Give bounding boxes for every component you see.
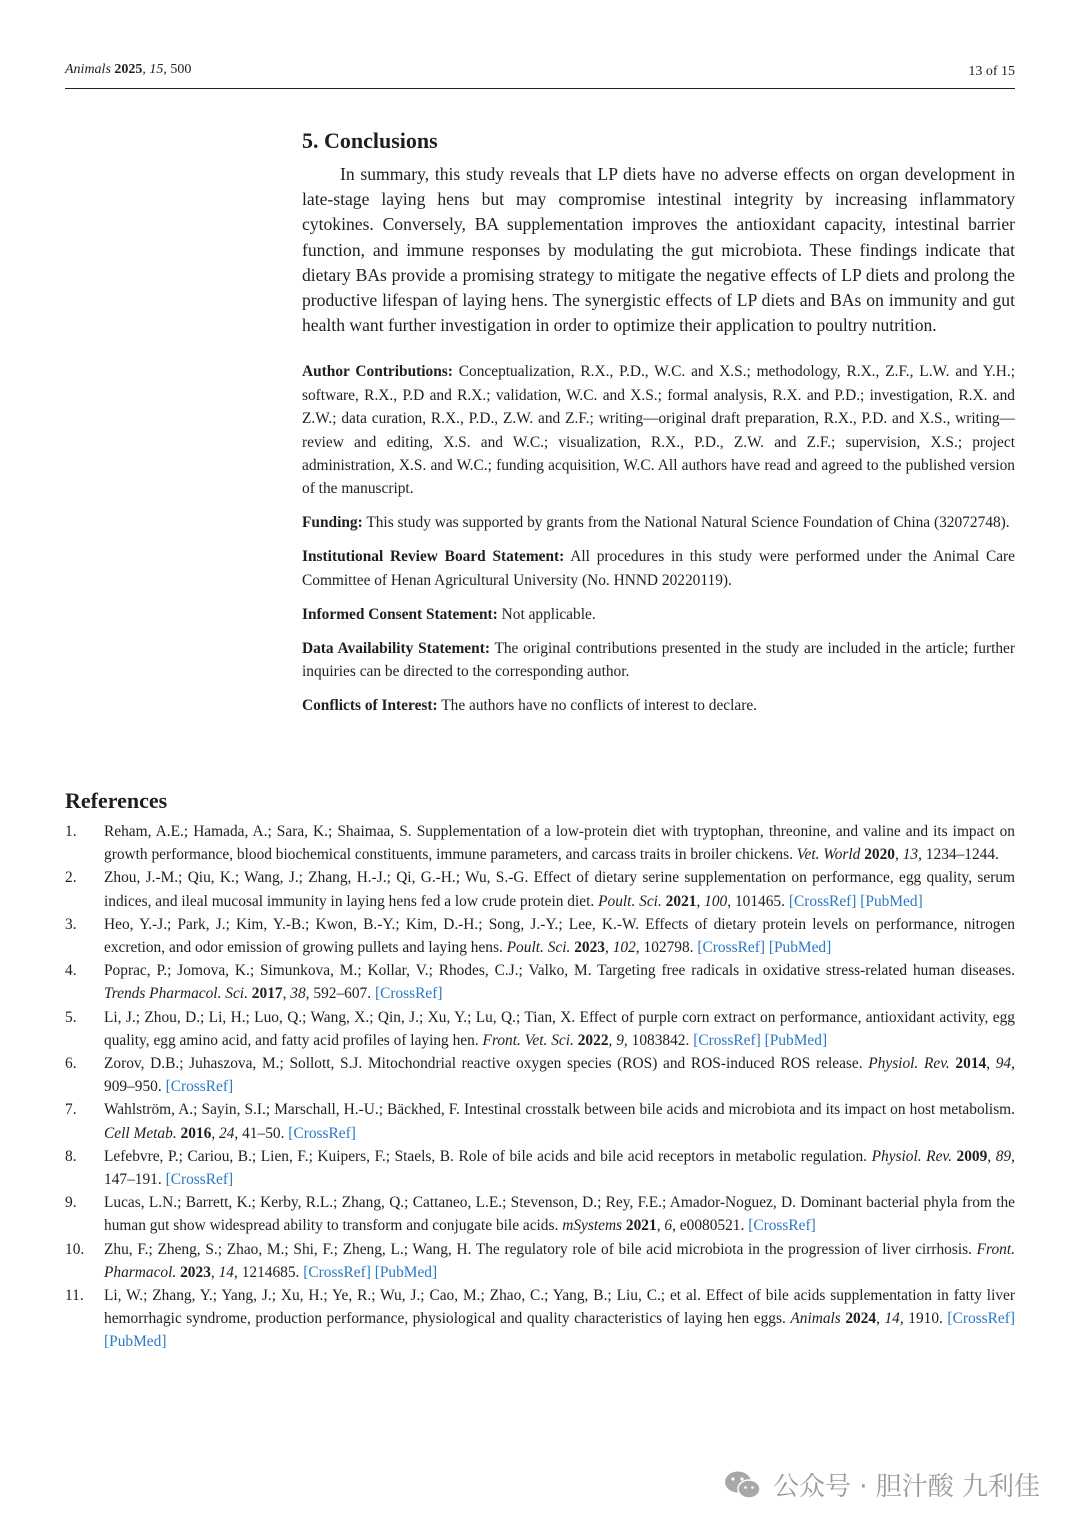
- reference-journal: mSystems: [562, 1217, 623, 1235]
- reference-pages: 1234–1244.: [925, 846, 999, 864]
- link-label: PubMed: [109, 1333, 162, 1351]
- reference-number: 2.: [65, 869, 77, 887]
- reference-number: 9.: [65, 1194, 77, 1212]
- reference-year: 2016: [180, 1124, 212, 1142]
- link-label: PubMed: [769, 1031, 822, 1049]
- article-number: 500: [170, 62, 192, 77]
- reference-pages: 1083842.: [631, 1031, 690, 1049]
- statement-text: This study was supported by grants from the National Natural Science Foundation of China (32072748).: [366, 514, 1010, 532]
- reference-number: 10.: [65, 1240, 85, 1258]
- reference-journal: Poult. Sci.: [506, 939, 571, 957]
- watermark: [723, 1466, 1040, 1503]
- reference-item: 1. Reham, A.E.; Hamada, A.; Sara, K.; Shaimaa, S. Supplementation of a low-protein diet with tryptophan, threonine, and valine and its impact on growth performance, blood biochemical constituents, immune parameters, and carcass traits in broiler chickens. Vet. World 2020, 13, 1234–1244.: [65, 820, 1015, 866]
- reference-number: 11.: [65, 1287, 84, 1305]
- watermark-text: 公众号 · 胆汁酸 九利佳: [772, 1472, 1040, 1502]
- crossref-link[interactable]: [CrossRef]: [303, 1263, 371, 1281]
- reference-text: Reham, A.E.; Hamada, A.; Sara, K.; Shaimaa, S. Supplementation of a low-protein diet with tryptophan, threonine, and valine and its impact on growth performance, blood biochemical constituents, immune parameters, and carcass traits in broiler chickens.: [104, 823, 1015, 864]
- reference-number: 5.: [65, 1008, 77, 1026]
- statement-text: The original contributions presented in the study are included in the article; further inquiries can be directed to the corresponding author.: [302, 639, 1015, 681]
- back-matter-statements: [302, 360, 1015, 717]
- page-header: [65, 62, 1015, 89]
- reference-volume: 9: [616, 1031, 624, 1049]
- reference-text: Heo, Y.-J.; Park, J.; Kim, Y.-B.; Kwon, B.-Y.; Kim, D.-H.; Song, J.-Y.; Lee, K.-W. Effects of dietary protein levels on performance, nitrogen excretion, and odor emission of growing pullets and laying hens.: [104, 915, 1015, 957]
- reference-number: 3.: [65, 915, 77, 933]
- crossref-link[interactable]: [CrossRef]: [788, 892, 857, 910]
- link-label: PubMed: [773, 939, 827, 957]
- statement-text: All procedures in this study were performed under the Animal Care Committee of Henan Agricultural University (No. HNND 20220119).: [302, 548, 1015, 589]
- reference-journal: Cell Metab.: [104, 1124, 177, 1142]
- link-label: CrossRef: [170, 1078, 229, 1096]
- reference-number: 1.: [65, 823, 77, 840]
- journal-volume: 15: [149, 62, 164, 77]
- reference-pages: 101465.: [734, 892, 785, 910]
- statement-2: [302, 545, 1015, 592]
- statement-5: [302, 694, 1015, 717]
- references-section: [65, 786, 1015, 1354]
- reference-year: 2009: [956, 1147, 988, 1165]
- reference-year: 2014: [955, 1055, 987, 1073]
- reference-text: Zorov, D.B.; Juhaszova, M.; Sollott, S.J. Mitochondrial reactive oxygen species (ROS) and ROS-induced ROS release.: [104, 1055, 863, 1073]
- reference-number: 7.: [65, 1101, 77, 1119]
- statement-1: [302, 511, 1015, 534]
- link-label: PubMed: [865, 892, 918, 910]
- reference-volume: 102: [612, 939, 636, 957]
- reference-journal: Trends Pharmacol. Sci.: [104, 985, 248, 1003]
- statement-text: Not applicable.: [501, 605, 596, 623]
- reference-pages: 102798.: [643, 939, 694, 957]
- reference-journal: Vet. World: [796, 846, 861, 864]
- reference-item: 10. Zhu, F.; Zheng, S.; Zhao, M.; Shi, F.; Zheng, L.; Wang, H. The regulatory role of bile acid microbiota in the progression of liver cirrhosis. Front. Pharmacol. 2023, 14, 1214685. [CrossRef] [PubMed]: [65, 1238, 1015, 1284]
- pubmed-link[interactable]: [PubMed]: [768, 939, 832, 957]
- reference-text: Wahlström, A.; Sayin, S.I.; Marschall, H.-U.; Bäckhed, F. Intestinal crosstalk between bile acids and microbiota and its impact on host metabolism.: [104, 1101, 1015, 1119]
- page-number: 13 of 15: [968, 64, 1015, 79]
- link-label: CrossRef: [952, 1310, 1010, 1328]
- wechat-icon: [723, 1469, 763, 1501]
- reference-text: Poprac, P.; Jomova, K.; Simunkova, M.; Kollar, V.; Rhodes, C.J.; Valko, M. Targeting free radicals in oxidative stress-related human diseases.: [104, 962, 1015, 980]
- reference-year: 2023: [180, 1263, 211, 1281]
- reference-pages: 592–607.: [313, 985, 372, 1003]
- reference-text: Zhou, J.-M.; Qiu, K.; Wang, J.; Zhang, H.-J.; Qi, G.-H.; Wu, S.-G. Effect of dietary serine supplementation on performance, egg quality, serum indices, and ileal mucosal immunity in laying hens fed a low crude protein diet.: [104, 869, 1015, 910]
- reference-volume: 6: [664, 1217, 673, 1235]
- main-content: [302, 126, 1015, 728]
- statement-label: Data Availability Statement:: [302, 639, 490, 657]
- link-label: CrossRef: [702, 939, 760, 957]
- reference-item: 9. Lucas, L.N.; Barrett, K.; Kerby, R.L.; Zhang, Q.; Cattaneo, L.E.; Stevenson, D.; Rey, F.E.; Amador-Noguez, D. Dominant bacterial phyla from the human gut show widespread ability to transform and conjugate bile acids. mSystems 2021, 6, e0080521. [CrossRef]: [65, 1191, 1015, 1237]
- conclusions-heading: 5. Conclusions: [302, 128, 438, 153]
- statement-label: Conflicts of Interest:: [302, 697, 438, 715]
- reference-item: 5. Li, J.; Zhou, D.; Li, H.; Luo, Q.; Wang, X.; Qin, J.; Xu, Y.; Lu, Q.; Tian, X. Effect of purple corn extract on performance, antioxidant activity, egg quality, egg amino acid, and fatty acid profiles of laying hen. Front. Vet. Sci. 2022, 9, 1083842. [CrossRef] [PubMed]: [65, 1006, 1015, 1052]
- reference-volume: 100: [704, 892, 728, 910]
- reference-pages: 1214685.: [241, 1263, 300, 1281]
- reference-volume: 89: [995, 1147, 1012, 1165]
- statement-text: The authors have no conflicts of interest to declare.: [441, 697, 758, 715]
- reference-year: 2020: [864, 846, 895, 864]
- reference-item: 6. Zorov, D.B.; Juhaszova, M.; Sollott, S.J. Mitochondrial reactive oxygen species (ROS) and ROS-induced ROS release. Physiol. Rev. 2014, 94, 909–950. [CrossRef]: [65, 1052, 1015, 1098]
- reference-text: Zhu, F.; Zheng, S.; Zhao, M.; Shi, F.; Zheng, L.; Wang, H. The regulatory role of bile acid microbiota in the progression of liver cirrhosis.: [104, 1240, 972, 1258]
- pubmed-link[interactable]: [PubMed]: [764, 1031, 828, 1049]
- reference-item: 3. Heo, Y.-J.; Park, J.; Kim, Y.-B.; Kwon, B.-Y.; Kim, D.-H.; Song, J.-Y.; Lee, K.-W. Effects of dietary protein levels on performance, nitrogen excretion, and odor emission of growing pullets and laying hens. Poult. Sci. 2023, 102, 102798. [CrossRef] [PubMed]: [65, 913, 1015, 959]
- link-label: CrossRef: [698, 1031, 756, 1049]
- reference-item: 8. Lefebvre, P.; Cariou, B.; Lien, F.; Kuipers, F.; Staels, B. Role of bile acids and bile acid receptors in metabolic regulation. Physiol. Rev. 2009, 89, 147–191. [CrossRef]: [65, 1145, 1015, 1191]
- statement-text: Conceptualization, R.X., P.D., W.C. and X.S.; methodology, R.X., Z.F., L.W. and Y.H.; software, R.X., P.D and R.X.; validation, W.C. and X.S.; formal analysis, R.X. and P.D.; investigation, R.X. and Z.W.; data curation, R.X., P.D., Z.W. and Z.F.; writing—original draft preparation, R.X., P.D. and X.S., writing—review and editing, X.S. and W.C.; visualization, R.X., P.D., Z.W. and Z.F.; supervision, X.S.; project administration, X.S. and W.C.; funding acquisition, W.C. All authors have read and agreed to the published version of the manuscript.: [302, 363, 1015, 498]
- statement-label: Funding:: [302, 514, 363, 532]
- crossref-link[interactable]: [CrossRef]: [947, 1310, 1015, 1328]
- crossref-link[interactable]: [CrossRef]: [374, 985, 443, 1003]
- reference-volume: 94: [995, 1055, 1012, 1073]
- references-heading: References: [65, 788, 168, 813]
- reference-pages: 1910.: [908, 1310, 943, 1328]
- statement-label: Institutional Review Board Statement:: [302, 548, 565, 566]
- reference-volume: 14: [218, 1263, 234, 1281]
- pubmed-link[interactable]: [PubMed]: [860, 892, 923, 910]
- reference-year: 2021: [625, 1217, 657, 1235]
- crossref-link[interactable]: [CrossRef]: [165, 1171, 234, 1189]
- reference-text: Lefebvre, P.; Cariou, B.; Lien, F.; Kuipers, F.; Staels, B. Role of bile acids and bile acid receptors in metabolic regulation.: [104, 1147, 868, 1165]
- reference-item: 2. Zhou, J.-M.; Qiu, K.; Wang, J.; Zhang, H.-J.; Qi, G.-H.; Wu, S.-G. Effect of dietary serine supplementation on performance, egg quality, serum indices, and ileal mucosal immunity in laying hens fed a low crude protein diet. Poult. Sci. 2021, 100, 101465. [CrossRef] [PubMed]: [65, 866, 1015, 912]
- reference-year: 2024: [845, 1310, 877, 1328]
- reference-text: Lucas, L.N.; Barrett, K.; Kerby, R.L.; Zhang, Q.; Cattaneo, L.E.; Stevenson, D.; Rey, F.E.; Amador-Noguez, D. Dominant bacterial phyla from the human gut show widespread ability to transform and conjugate bile acids.: [104, 1194, 1015, 1235]
- reference-journal: Poult. Sci.: [598, 892, 662, 910]
- link-label: CrossRef: [793, 892, 852, 910]
- reference-volume: 24: [219, 1124, 235, 1142]
- reference-item: 11. Li, W.; Zhang, Y.; Yang, J.; Xu, H.; Ye, R.; Wu, J.; Cao, M.; Zhao, C.; Yang, B.; Liu, C.; et al. Effect of bile acids supplementation in fatty liver hemorrhagic syndrome, production performance, physiological and quality characteristics of laying hen eggs. Animals 2024, 14, 1910. [CrossRef] [PubMed]: [65, 1284, 1015, 1354]
- reference-number: 4.: [65, 962, 77, 980]
- statement-label: Author Contributions:: [302, 363, 453, 381]
- reference-pages: 147–191.: [104, 1171, 162, 1189]
- reference-pages: 41–50.: [242, 1124, 285, 1142]
- reference-pages: e0080521.: [679, 1217, 745, 1235]
- reference-year: 2023: [574, 939, 605, 957]
- journal-year: 2025: [114, 62, 143, 77]
- pubmed-link[interactable]: [PubMed]: [104, 1333, 167, 1351]
- references-list: [65, 820, 1015, 1354]
- statement-0: [302, 360, 1015, 500]
- reference-volume: 14: [884, 1310, 900, 1328]
- reference-year: 2021: [665, 892, 697, 910]
- link-label: CrossRef: [293, 1124, 351, 1142]
- journal-name: Animals: [65, 62, 111, 77]
- crossref-link[interactable]: [CrossRef]: [748, 1217, 816, 1235]
- reference-volume: 13: [902, 846, 919, 864]
- reference-journal: Physiol. Rev.: [868, 1055, 950, 1073]
- crossref-link[interactable]: [CrossRef]: [697, 939, 765, 957]
- reference-journal: Physiol. Rev.: [871, 1147, 952, 1165]
- statement-label: Informed Consent Statement:: [302, 605, 498, 623]
- reference-volume: 38: [290, 985, 306, 1003]
- statement-4: [302, 637, 1015, 684]
- reference-year: 2022: [577, 1031, 609, 1049]
- link-label: CrossRef: [170, 1171, 229, 1189]
- reference-text: Li, W.; Zhang, Y.; Yang, J.; Xu, H.; Ye, R.; Wu, J.; Cao, M.; Zhao, C.; Yang, B.; Liu, C.; et al. Effect of bile acids supplementation in fatty liver hemorrhagic syndrome, production performance, physiological and quality characteristics of laying hen eggs.: [104, 1287, 1015, 1328]
- reference-item: 4. Poprac, P.; Jomova, K.; Simunkova, M.; Kollar, V.; Rhodes, C.J.; Valko, M. Targeting free radicals in oxidative stress-related human diseases. Trends Pharmacol. Sci. 2017, 38, 592–607. [CrossRef]: [65, 959, 1015, 1005]
- reference-journal: Front. Pharmacol.: [104, 1240, 1015, 1281]
- reference-item: 7. Wahlström, A.; Sayin, S.I.; Marschall, H.-U.; Bäckhed, F. Intestinal crosstalk between bile acids and microbiota and its impact on host metabolism. Cell Metab. 2016, 24, 41–50. [CrossRef]: [65, 1098, 1015, 1144]
- reference-pages: 909–950.: [104, 1078, 162, 1096]
- reference-journal: Front. Vet. Sci.: [482, 1031, 574, 1049]
- crossref-link[interactable]: [CrossRef]: [288, 1124, 356, 1142]
- pubmed-link[interactable]: [PubMed]: [374, 1263, 438, 1281]
- reference-journal: Animals: [790, 1310, 841, 1328]
- crossref-link[interactable]: [CrossRef]: [165, 1078, 234, 1096]
- conclusions-paragraph: In summary, this study reveals that LP diets have no adverse effects on organ development in late-stage laying hens but may compromise intestinal integrity by increasing inflammatory cytokines. Conversely, BA supplementation improves the antioxidant capacity, intestinal barrier function, and immune responses by modulating the gut microbiota. These findings indicate that dietary BAs provide a promising strategy to mitigate the negative effects of LP diets and prolong the productive lifespan of laying hens. The synergistic effects of LP diets and BAs on immunity and gut health want further investigation in order to optimize their application to poultry nutrition.: [302, 164, 1015, 336]
- link-label: CrossRef: [380, 985, 438, 1003]
- reference-number: 8.: [65, 1147, 77, 1165]
- statement-3: [302, 603, 1015, 626]
- link-label: CrossRef: [308, 1263, 366, 1281]
- link-label: CrossRef: [753, 1217, 811, 1235]
- reference-number: 6.: [65, 1055, 77, 1073]
- journal-citation: Animals 2025, 15, 500: [65, 62, 192, 77]
- reference-text: Li, J.; Zhou, D.; Li, H.; Luo, Q.; Wang, X.; Qin, J.; Xu, Y.; Lu, Q.; Tian, X. Effect of purple corn extract on performance, antioxidant activity, egg quality, egg amino acid, and fatty acid profiles of laying hen.: [104, 1008, 1015, 1049]
- crossref-link[interactable]: [CrossRef]: [693, 1031, 761, 1049]
- reference-year: 2017: [251, 985, 283, 1003]
- link-label: PubMed: [379, 1263, 433, 1281]
